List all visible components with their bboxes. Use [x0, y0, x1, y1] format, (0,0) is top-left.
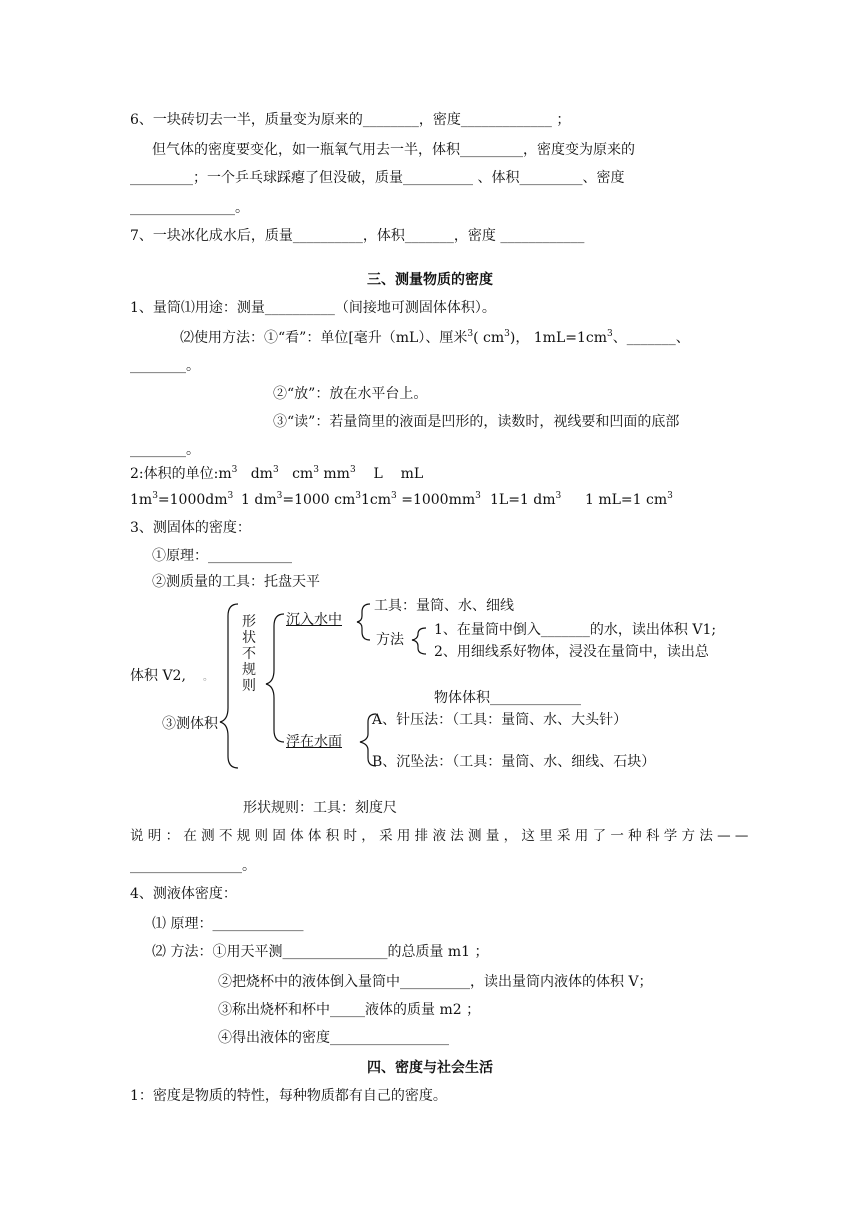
- q7-line1: 7、一块冰化成水后，质量__________，体积_______，密度 ____________: [130, 228, 585, 244]
- q6-line4: _______________。: [130, 200, 249, 216]
- s3-item1-read2: ________。: [130, 442, 200, 458]
- s3-item1-place: ②“放”：放在水平台上。: [273, 386, 428, 402]
- s3-item4-method4: ④得出液体的密度_________________: [218, 1030, 449, 1046]
- q6-line2: 但气体的密度要变化，如一瓶氧气用去一半，体积_________，密度变为原来的: [152, 142, 635, 158]
- measure-volume-brace: [220, 604, 238, 768]
- sink-label: 沉入水中: [286, 612, 342, 628]
- q6-line1: 6、一块砖切去一半，质量变为原来的________，密度_____________ ；: [130, 112, 571, 128]
- method-brace: [412, 628, 426, 654]
- s3-item1-line3: ________。: [130, 358, 200, 374]
- s3-item2-conversion-1: $1m^3=1000dm^3$: [130, 491, 234, 508]
- s3-item1-usage: ⑵使用方法：①“看”：单位[毫升（mL）、厘米$^3$( $cm^3$)， $1mL=1cm^3$、_______、: [180, 329, 690, 346]
- sink-brace: [357, 604, 370, 640]
- method-step2: 2、用细线系好物体，浸没在量筒中，读出总: [434, 644, 709, 660]
- s3-item2-conversion-4: 1L=1 $dm^3$: [490, 491, 562, 508]
- s3-item4-method3: ③称出烧杯和杯中_____液体的质量 m2 ；: [218, 1002, 481, 1018]
- s3-item1-read: ③“读”：若量筒里的液面是凹形的，读数时，视线要和凹面的底部: [273, 414, 680, 430]
- s3-item1-line1: 1、量筒⑴用途：测量__________（间接地可测固体体积）。: [130, 300, 496, 316]
- note-line1: 说 明 ： 在 测 不 规 则 固 体 体 积 时 ， 采 用 排 液 法 测 量 ， 这 里 采 用 了 一 种 科 学 方 法 — —: [130, 828, 749, 844]
- regular-shape: 形状规则：工具：刻度尺: [243, 800, 397, 816]
- method-label: 方法: [376, 632, 404, 648]
- section3-title: 三、测量物质的密度: [367, 272, 493, 288]
- needle-method: A、针压法：（工具：量筒、水、大头针）: [372, 712, 628, 728]
- s3-item4-title: 4、测液体密度：: [130, 886, 237, 902]
- s3-item4-principle: ⑴ 原理：_____________: [152, 916, 304, 932]
- s3-item3-principle: ①原理：____________: [152, 548, 292, 564]
- s3-item4-method2: ②把烧杯中的液体倒入量筒中__________，读出量筒内液体的体积 V；: [218, 974, 653, 990]
- s3-item2-conversion-2: 1 $dm^3=1000$ $cm^3$: [241, 491, 362, 508]
- float-label: 浮在水面: [286, 734, 342, 750]
- method-step1: 1、在量筒中倒入_______的水，读出体积 V1;: [434, 622, 717, 638]
- s3-item2-conversion-5: 1 mL=1 $cm^3$: [585, 491, 673, 508]
- q6-line3: _________；一个乒乓球踩瘪了但没破，质量__________ 、体积_________、密度: [130, 170, 625, 186]
- stray-dot: 。: [203, 672, 213, 683]
- object-volume: 物体体积_____________: [434, 690, 581, 706]
- irregular-brace: [266, 614, 284, 742]
- s3-item4-method1: ⑵ 方法：①用天平测_______________的总质量 m1 ；: [152, 944, 489, 960]
- s3-item3-title: 3、测固体的密度：: [130, 520, 251, 536]
- note-line2: ________________。: [130, 858, 256, 874]
- sinker-method: B、沉坠法：（工具：量筒、水、细线、石块）: [372, 754, 656, 770]
- section4-title: 四、密度与社会生活: [367, 1060, 493, 1076]
- irregular-shape-label: 形 状 不 规 则: [242, 614, 256, 694]
- s3-item2-conversion-3: $1cm^3 =1000mm^3$: [361, 491, 481, 508]
- s3-item3-mass-tool: ②测质量的工具：托盘天平: [152, 574, 320, 590]
- sink-tools: 工具：量筒、水、细线: [374, 598, 514, 614]
- s3-item2-units: 2:体积的单位$:m^3$ $dm^3$ $cm^3$ $mm^3$ L mL: [130, 465, 424, 482]
- s4-item1: 1：密度是物质的特性，每种物质都有自己的密度。: [130, 1088, 447, 1104]
- volume-v2: 体积 V2,: [130, 668, 186, 684]
- measure-volume-label: ③测体积: [162, 716, 218, 732]
